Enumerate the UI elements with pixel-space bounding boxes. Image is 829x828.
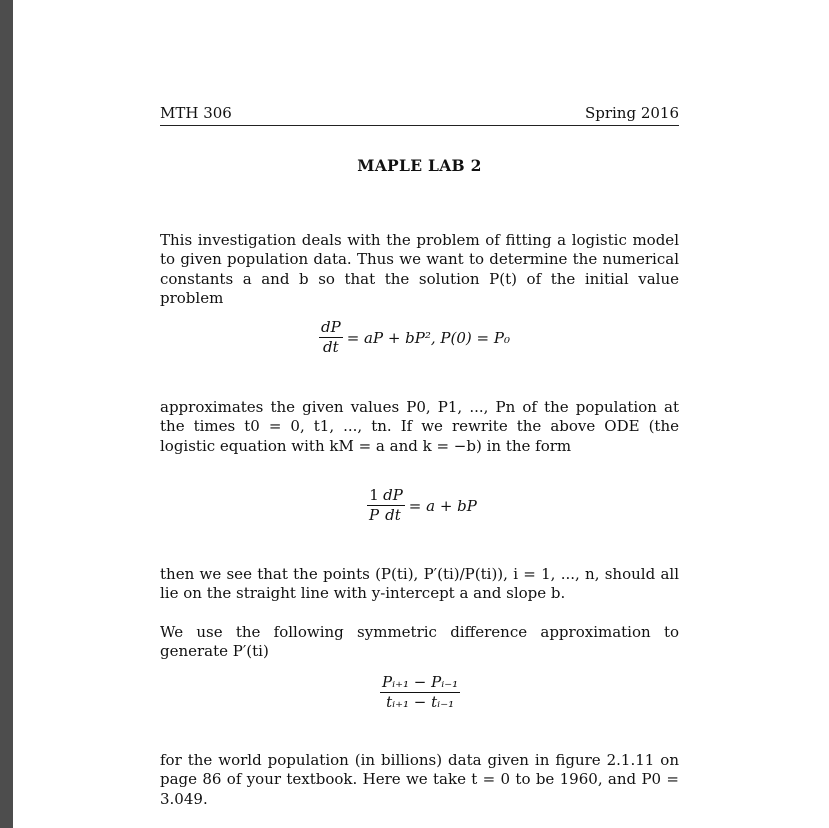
paragraph-world-population: for the world population (in billions) data given in figure 2.1.11 on page 86 of your textbook. Here we take t = 0 to be 1960, and P0 = 3.049. bbox=[160, 751, 679, 808]
term: Spring 2016 bbox=[584, 104, 679, 122]
paragraph-symmetric-difference: We use the following symmetric difference approximation to generate P′(ti) bbox=[160, 623, 679, 661]
fraction-difference: $\frac{\text{Pᵢ₊₁ − Pᵢ₋₁}}{\text{tᵢ₊₁ − tᵢ₋₁}}$ bbox=[382, 673, 459, 711]
document-title: MAPLE LAB 2 bbox=[357, 156, 482, 175]
fraction-dp-dt-2: $\frac{dP}{dt}$ bbox=[383, 486, 403, 524]
fraction-dp-dt: $\frac{dP}{dt}$ bbox=[321, 318, 341, 356]
paragraph-approximates: approximates the given values P0, P1, ..., Pn of the population at the times t0 = 0, t1, ..., tn. If we rewrite the above ODE (the logistic equation with kM = a and k = −b) in the form bbox=[160, 398, 679, 455]
page-header bbox=[160, 104, 679, 126]
equation-difference-quotient bbox=[380, 674, 460, 711]
ode-rhs: = aP + bP², P(0) = P₀ bbox=[346, 328, 510, 347]
equation-logistic-form bbox=[367, 487, 477, 524]
fraction-one-over-p: $\frac{1}{P}$ bbox=[369, 486, 380, 524]
equation-ode bbox=[319, 319, 510, 356]
paragraph-intro: This investigation deals with the problem of fitting a logistic model to given population data. Thus we want to determine the numerical constants a and b so that the solution P(t) of the initial value problem bbox=[160, 231, 679, 307]
viewer-left-margin bbox=[0, 0, 13, 828]
logistic-rhs: = a + bP bbox=[408, 496, 477, 515]
course-code: MTH 306 bbox=[160, 104, 232, 122]
document-page bbox=[13, 0, 829, 828]
paragraph-points: then we see that the points (P(ti), P′(ti)/P(ti)), i = 1, ..., n, should all lie on the straight line with y-intercept a and slope b. bbox=[160, 565, 679, 603]
